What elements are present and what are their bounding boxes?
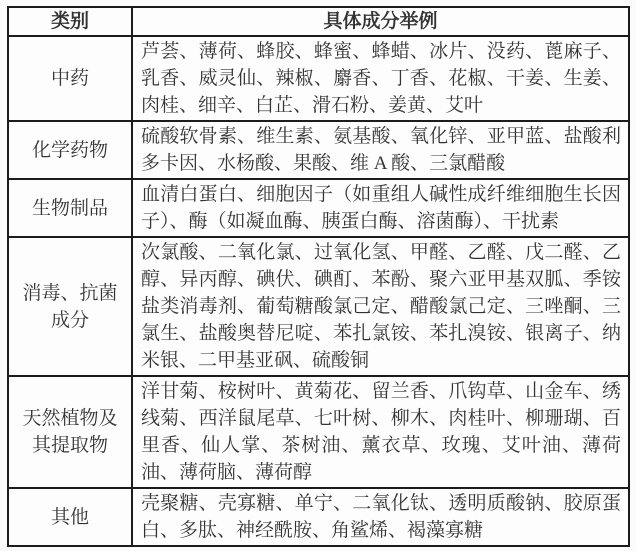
table-row-chemical-drugs bbox=[8, 121, 629, 179]
category-cell: 其他 bbox=[8, 488, 132, 546]
category-cell: 中药 bbox=[8, 36, 132, 121]
table-row-biological-products bbox=[8, 179, 629, 237]
column-header-category: 类别 bbox=[8, 7, 132, 36]
examples-cell: 次氯酸、二氧化氯、过氧化氢、甲醛、乙醛、戊二醛、乙醇、异丙醇、碘伏、碘酊、苯酚、聚六亚甲基双胍、季铵盐类消毒剂、葡萄糖酸氯己定、醋酸氯己定、三唑酮、三氯生、盐酸奥替尼啶、苯扎氯铵、苯扎溴铵、银离子、纳米银、二甲基亚砜、硫酸铜 bbox=[132, 237, 629, 376]
header-row bbox=[8, 7, 629, 36]
ingredients-table bbox=[7, 6, 630, 547]
category-cell: 天然植物及其提取物 bbox=[8, 376, 132, 488]
examples-cell: 硫酸软骨素、维生素、氨基酸、氧化锌、亚甲蓝、盐酸利多卡因、水杨酸、果酸、维 A 酸、三氯醋酸 bbox=[132, 121, 629, 179]
table-row-others bbox=[8, 488, 629, 546]
category-cell: 化学药物 bbox=[8, 121, 132, 179]
examples-cell: 洋甘菊、桉树叶、黄菊花、留兰香、爪钩草、山金车、绣线菊、西洋鼠尾草、七叶树、柳木、肉桂叶、柳珊瑚、百里香、仙人掌、茶树油、薰衣草、玫瑰、艾叶油、薄荷油、薄荷脑、薄荷醇 bbox=[132, 376, 629, 488]
category-cell: 生物制品 bbox=[8, 179, 132, 237]
table-row-disinfectant-antibacterial bbox=[8, 237, 629, 376]
column-header-examples: 具体成分举例 bbox=[132, 7, 629, 36]
examples-cell: 芦荟、薄荷、蜂胶、蜂蜜、蜂蜡、冰片、没药、蓖麻子、乳香、威灵仙、辣椒、麝香、丁香、花椒、干姜、生姜、肉桂、细辛、白芷、滑石粉、姜黄、艾叶 bbox=[132, 36, 629, 121]
examples-cell: 血清白蛋白、细胞因子（如重组人碱性成纤维细胞生长因子）、酶（如凝血酶、胰蛋白酶、溶菌酶）、干扰素 bbox=[132, 179, 629, 237]
examples-cell: 壳聚糖、壳寡糖、单宁、二氧化钛、透明质酸钠、胶原蛋白、多肽、神经酰胺、角鲨烯、褐藻寡糖 bbox=[132, 488, 629, 546]
table-row-traditional-chinese-medicine bbox=[8, 36, 629, 121]
category-cell: 消毒、抗菌成分 bbox=[8, 237, 132, 376]
table-row-natural-plant-extracts bbox=[8, 376, 629, 488]
